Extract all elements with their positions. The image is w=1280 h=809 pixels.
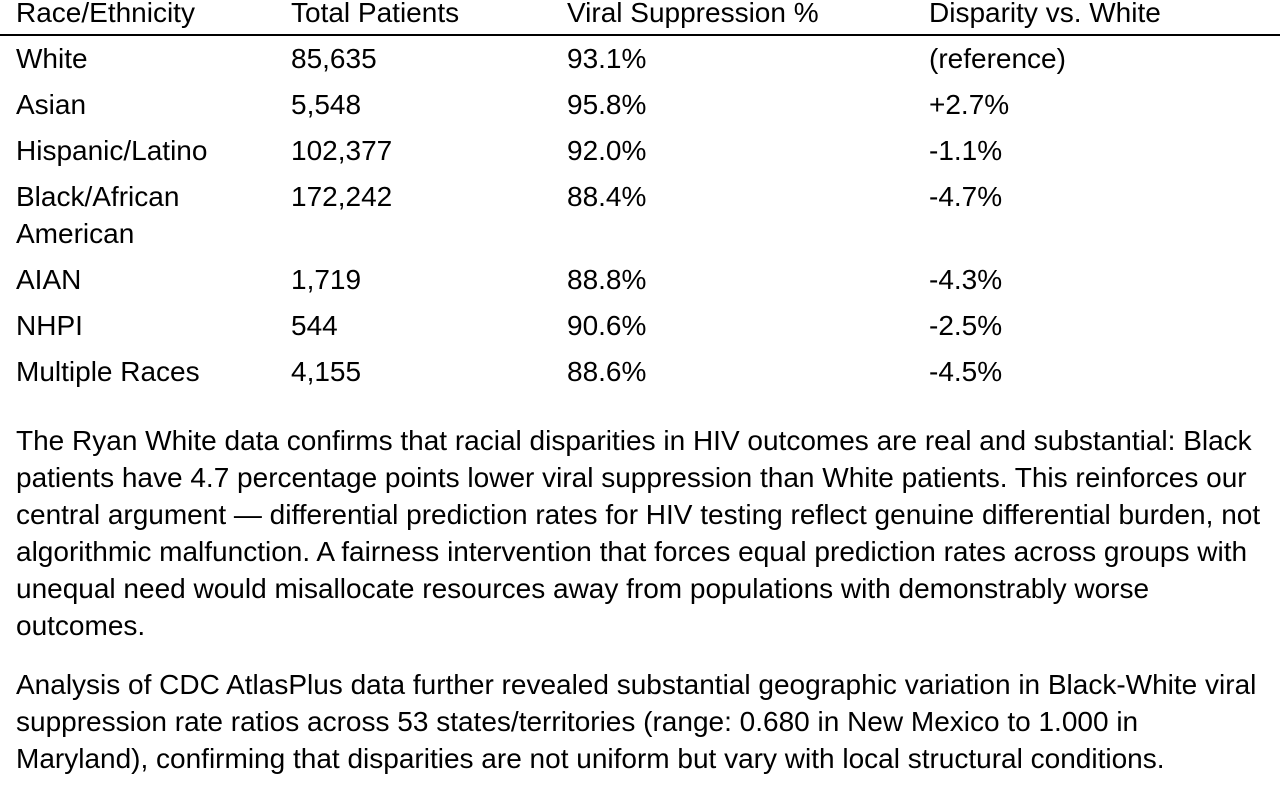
cell-suppression: 95.8% [567, 89, 647, 120]
paragraph-ryan-white: The Ryan White data confirms that racial disparities in HIV outcomes are real and substantial: Black patients have 4.7 percentage points lower viral suppression than White patients. This reinforces our central argument — differential prediction rates for HIV testing reflect genuine differential burden, not algorithmic malfunction. A fairness intervention that forces equal prediction rates across groups with unequal need would misallocate resources away from populations with demonstrably worse outcomes. [16, 425, 1261, 641]
table-header-row [0, 0, 1280, 35]
cell-group: AIAN [16, 264, 82, 295]
cell-disparity: +2.7% [929, 89, 1010, 120]
cell-disparity: -1.1% [929, 135, 1003, 166]
cell-suppression: 93.1% [567, 43, 647, 74]
cell-patients: 544 [291, 310, 338, 341]
table-row [0, 174, 1280, 257]
cell-patients: 102,377 [291, 135, 393, 166]
viral-suppression-table [0, 0, 1280, 395]
column-header-suppression: Viral Suppression % [551, 0, 913, 35]
cell-suppression: 90.6% [567, 310, 647, 341]
cell-suppression: 88.4% [567, 181, 647, 212]
column-header-patients: Total Patients [275, 0, 551, 35]
paragraph-cdc-atlasplus: Analysis of CDC AtlasPlus data further revealed substantial geographic variation in Black-White viral suppression rate ratios across 53 states/territories (range: 0.680 in New Mexico to 1.000 in Maryland), confirming that disparities are not uniform but vary with local structural conditions. [16, 669, 1257, 774]
table-row [0, 303, 1280, 349]
cell-group: Asian [16, 89, 87, 120]
cell-patients: 172,242 [291, 181, 393, 212]
cell-group: White [16, 43, 88, 74]
table-row [0, 349, 1280, 395]
cell-disparity: -4.3% [929, 264, 1003, 295]
cell-group: NHPI [16, 310, 83, 341]
cell-suppression: 88.6% [567, 356, 647, 387]
cell-group: Multiple Races [16, 356, 200, 387]
cell-patients: 5,548 [291, 89, 362, 120]
cell-disparity: -2.5% [929, 310, 1003, 341]
cell-disparity: -4.5% [929, 356, 1003, 387]
cell-group: Black/African American [16, 181, 180, 249]
column-header-disparity: Disparity vs. White [913, 0, 1280, 35]
cell-patients: 85,635 [291, 43, 377, 74]
cell-suppression: 88.8% [567, 264, 647, 295]
cell-suppression: 92.0% [567, 135, 647, 166]
cell-disparity-highlight: -4.7% [929, 181, 1003, 212]
cell-disparity: (reference) [929, 43, 1066, 74]
cell-patients: 1,719 [291, 264, 362, 295]
table-row [0, 128, 1280, 174]
table-row [0, 82, 1280, 128]
column-header-race: Race/Ethnicity [0, 0, 275, 35]
table-row [0, 35, 1280, 82]
cell-patients: 4,155 [291, 356, 362, 387]
cell-group: Hispanic/Latino [16, 135, 208, 166]
table-row [0, 257, 1280, 303]
